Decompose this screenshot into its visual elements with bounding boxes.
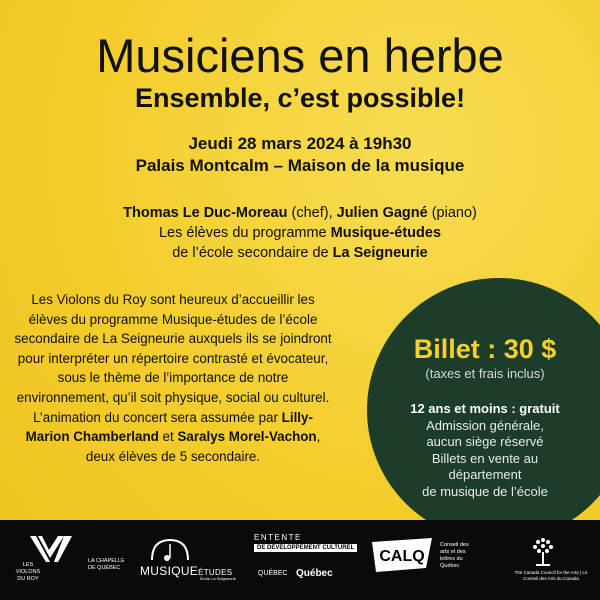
- canada-council-label: The Canada Council for the Arts | Le Conseil des Arts du Canada: [514, 570, 588, 581]
- pianist-name: Julien Gagné: [336, 205, 428, 221]
- ticket-info: [370, 401, 600, 501]
- artists-line-1: [0, 203, 600, 223]
- calq-description: Conseil des arts et des lettres du Québec: [440, 542, 469, 569]
- entente-box-label: DE DÉVELOPPEMENT CULTUREL: [254, 544, 357, 552]
- event-date: Jeudi 28 mars 2024 à 19h30: [188, 134, 412, 153]
- sales-line-3: de musique de l’école: [422, 483, 548, 499]
- description-tail: , deux élèves de 5 secondaire.: [85, 429, 321, 464]
- conductor-name: Thomas Le Duc-Moreau: [123, 205, 288, 221]
- description-and: et: [158, 429, 178, 445]
- artists-line-3: [0, 243, 600, 263]
- musique-word: MUSIQUE: [140, 564, 199, 578]
- event-venue: Palais Montcalm – Maison de la musique: [135, 156, 465, 175]
- ticket-note: (taxes et frais inclus): [425, 366, 545, 381]
- musique-etudes-sub: École La Seigneurie: [200, 576, 236, 581]
- sales-line-2: département: [448, 467, 522, 483]
- program-prefix: Les élèves du programme: [158, 225, 331, 241]
- admission-line-1: Admission générale,: [426, 417, 544, 433]
- event-details: [0, 133, 600, 177]
- artists-line-2: [0, 223, 600, 243]
- svg-text:CALQ: CALQ: [379, 548, 425, 565]
- musique-etudes-logo-icon: [150, 538, 190, 567]
- gouvernement-quebec-label: Québec: [296, 568, 333, 579]
- pianist-role: (piano): [427, 205, 477, 221]
- description-paragraph: [14, 290, 332, 466]
- ticket-price: Billet : 30 $: [413, 334, 557, 364]
- poster-subtitle: Ensemble, c’est possible!: [134, 83, 466, 113]
- canada-council-tree-icon: [530, 534, 556, 573]
- artists-block: [0, 203, 600, 263]
- program-name: Musique-études: [330, 225, 442, 241]
- school-prefix: de l’école secondaire de: [172, 245, 333, 261]
- calq-logo-icon: [372, 538, 434, 577]
- ville-quebec-label: QUÉBEC: [258, 570, 288, 577]
- school-name: La Seigneurie: [332, 245, 428, 261]
- chapelle-de-quebec-label: LA CHAPELLE DE QUÉBEC: [88, 558, 125, 571]
- poster-title: Musiciens en herbe: [96, 29, 504, 82]
- etudes-word: ÉTUDES: [198, 568, 233, 577]
- description-text: Les Violons du Roy sont heureux d’accueillir les élèves du programme Musique-études de l’école secondaire de La Seigneurie auxquels ils se joindront pour interpréter un répertoire contrasté et évocateur, sous le thème de l’importance de notre environnement, qu’il soit physique, social ou culturel. L’animation du concert sera assumée par: [14, 292, 332, 425]
- sales-line-1: Billets en vente au: [431, 450, 539, 466]
- admission-line-2: aucun siège réservé: [426, 434, 544, 450]
- violons-du-roy-label: LES VIOLONS DU ROY: [15, 562, 41, 582]
- conductor-role: (chef),: [287, 205, 337, 221]
- host-1-name: Lilly-Marion Chamberland: [25, 409, 313, 445]
- host-2-name: Saralys Morel-Vachon: [177, 429, 317, 445]
- entente-label: ENTENTE: [254, 533, 302, 542]
- kids-free: 12 ans et moins : gratuit: [410, 401, 560, 416]
